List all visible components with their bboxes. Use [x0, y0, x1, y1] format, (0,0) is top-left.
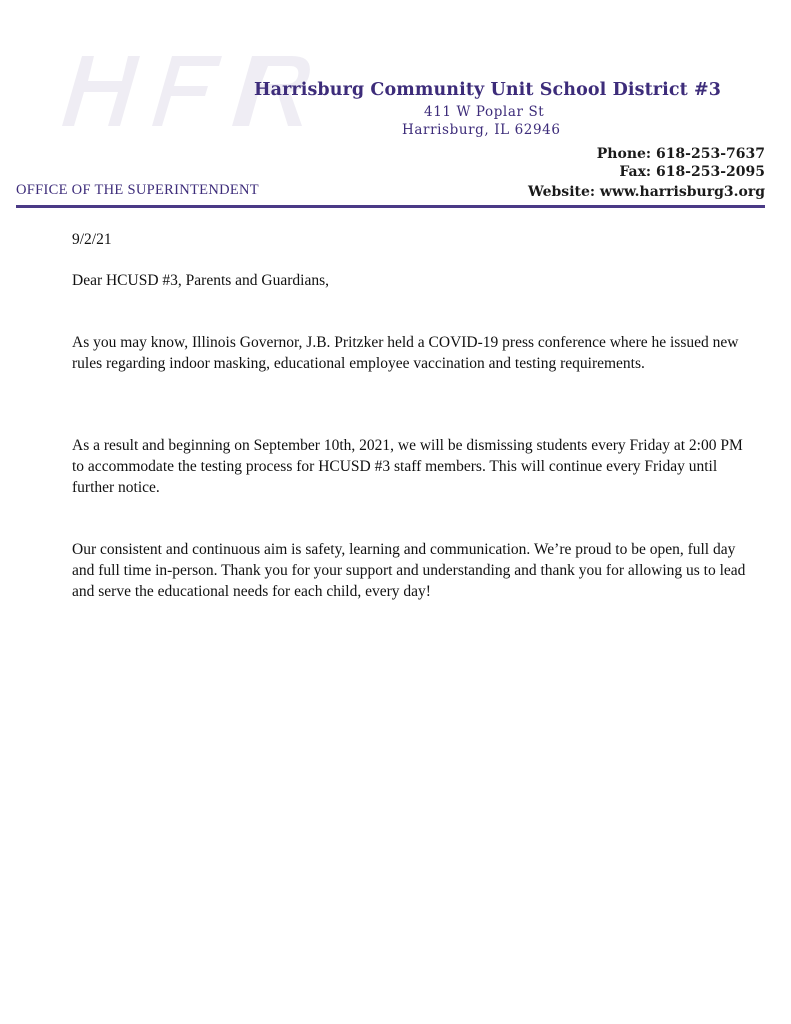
address-street: 411 W Poplar St	[424, 104, 545, 120]
address-city: Harrisburg, IL 62946	[402, 122, 561, 138]
phone-number: Phone: 618-253-7637	[596, 146, 765, 162]
paragraph-1: As you may know, Illinois Governor, J.B. Pritzker held a COVID-19 press conference where he issued new rules regarding indoor masking, educational employee vaccination and testing requirements.	[72, 334, 739, 372]
salutation: Dear HCUSD #3, Parents and Guardians,	[72, 272, 329, 289]
letter-date: 9/2/21	[72, 231, 112, 248]
header-divider	[16, 205, 765, 208]
website: Website: www.harrisburg3.org	[528, 184, 765, 200]
paragraph-3: Our consistent and continuous aim is safety, learning and communication. We’re proud to be open, full day and full time in-person. Thank you for your support and understanding and thank you for allowing us to lead and serve the educational needs for each child, every day!	[72, 541, 746, 600]
fax-number: Fax: 618-253-2095	[619, 164, 765, 180]
paragraph-2: As a result and beginning on September 10th, 2021, we will be dismissing students every Friday at 2:00 PM to accommodate the testing process for HCUSD #3 staff members. This will continue every Friday until further notice.	[72, 437, 743, 496]
office-title: OFFICE OF THE SUPERINTENDENT	[16, 182, 259, 198]
district-name: Harrisburg Community Unit School District #3	[254, 80, 722, 100]
